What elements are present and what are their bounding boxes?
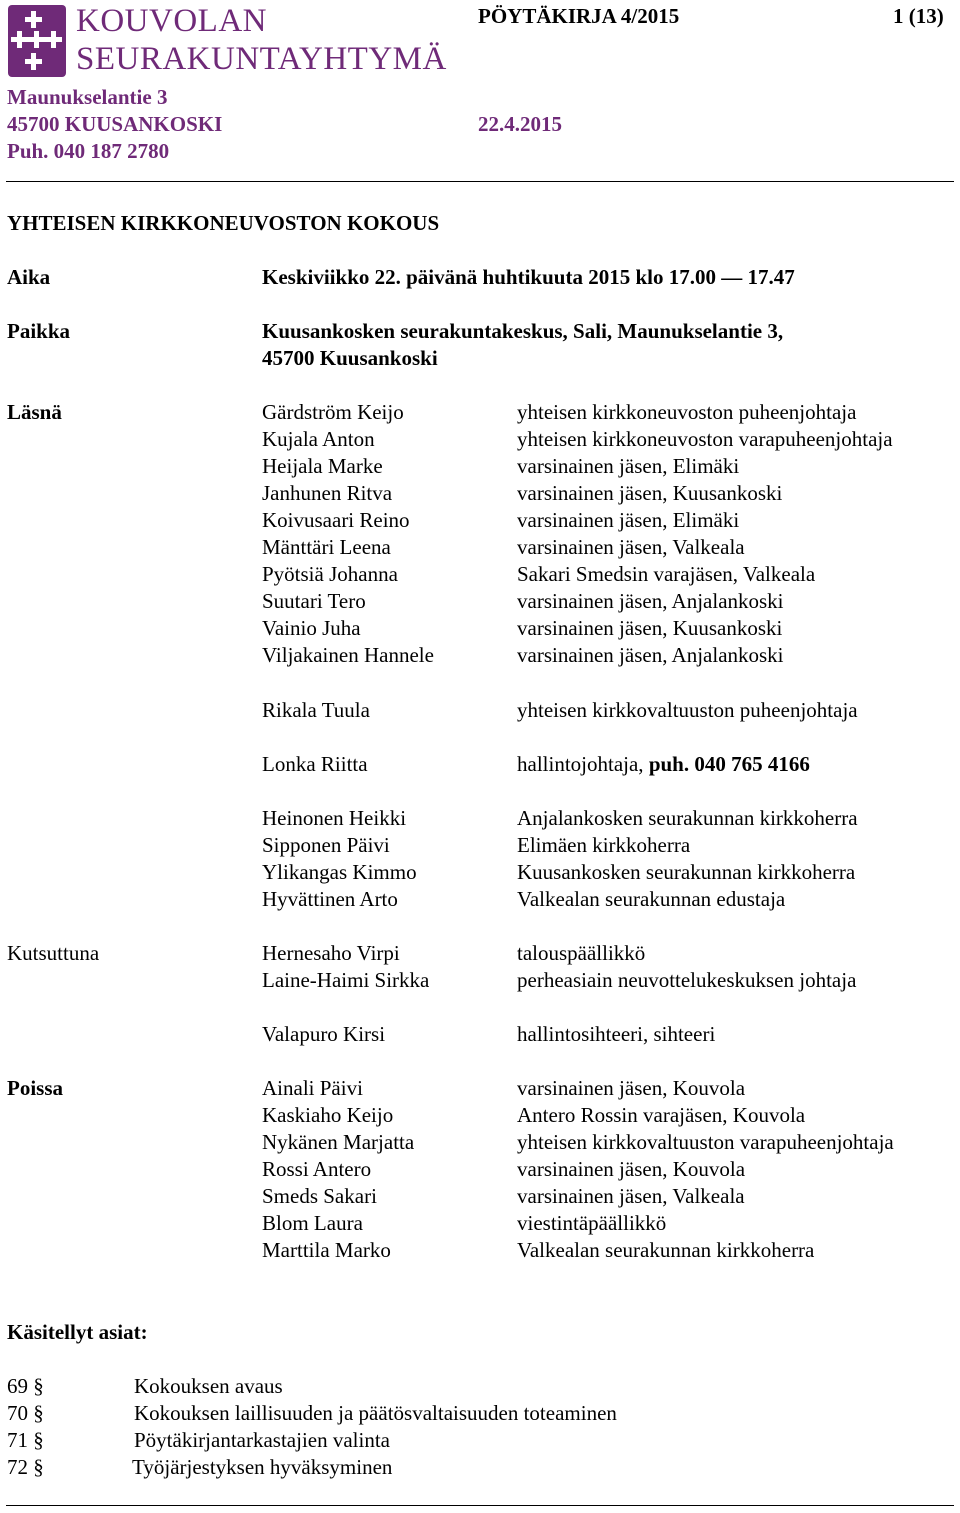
absent-label: Poissa [7,1076,64,1100]
list-item [0,564,960,591]
agenda-number: 69 § [7,1374,44,1398]
member-name: Ainali Päivi [262,1076,363,1100]
member-role: varsinainen jäsen, Kuusankoski [517,616,783,640]
logo-cross-icon [8,5,66,77]
document-date: 22.4.2015 [478,112,562,136]
list-item [0,402,960,429]
list-item [0,889,960,916]
agenda-title: Kokouksen avaus [134,1374,283,1398]
address-street: Maunukselantie 3 [7,85,168,109]
member-name: Kaskiaho Keijo [262,1103,394,1127]
agenda-title: Pöytäkirjantarkastajien valinta [134,1428,390,1452]
council-chair-role: yhteisen kirkkovaltuuston puheenjohtaja [517,698,858,722]
agenda-heading: Käsitellyt asiat: [7,1320,148,1344]
agenda-list [0,1376,960,1484]
member-role: varsinainen jäsen, Anjalankoski [517,643,784,667]
member-name: Koivusaari Reino [262,508,410,532]
member-role: varsinainen jäsen, Kuusankoski [517,481,783,505]
member-name: Heinonen Heikki [262,806,407,830]
member-role: yhteisen kirkkovaltuuston varapuheenjohtaja [517,1130,894,1154]
agenda-number: 71 § [7,1428,44,1452]
absent-list [0,1078,960,1267]
list-item [0,808,960,835]
address-city: 45700 KUUSANKOSKI [7,112,223,136]
member-name: Marttila Marko [262,1238,391,1262]
member-role: varsinainen jäsen, Valkeala [517,1184,745,1208]
time-label: Aika [7,265,51,289]
org-name-line2: SEURAKUNTAYHTYMÄ [76,41,447,77]
list-item [0,1403,960,1430]
member-role: talouspäällikkö [517,941,646,965]
secretary-name: Valapuro Kirsi [262,1022,386,1046]
secretary-role: hallintosihteeri, sihteeri [517,1022,716,1046]
list-item [0,510,960,537]
member-name: Kujala Anton [262,427,375,451]
member-name: Mänttäri Leena [262,535,391,559]
list-item [0,1376,960,1403]
member-name: Janhunen Ritva [262,481,393,505]
member-name: Pyötsiä Johanna [262,562,398,586]
list-item [0,862,960,889]
member-role: viestintäpäällikkö [517,1211,667,1235]
member-role: Anjalankosken seurakunnan kirkkoherra [517,806,858,830]
member-role: Antero Rossin varajäsen, Kouvola [517,1103,806,1127]
agenda-title: Kokouksen laillisuuden ja päätösvaltaisuuden toteaminen [134,1401,617,1425]
member-role: varsinainen jäsen, Elimäki [517,508,740,532]
member-role: varsinainen jäsen, Kouvola [517,1157,746,1181]
list-item [0,1186,960,1213]
member-name: Ylikangas Kimmo [262,860,417,884]
list-item [0,1078,960,1105]
admin-phone: puh. 040 765 4166 [648,752,810,776]
agenda-number: 72 § [7,1455,44,1479]
crosses-icon [8,5,66,77]
member-name: Hernesaho Virpi [262,941,400,965]
agenda-title: Työjärjestyksen hyväksyminen [132,1455,393,1479]
list-item [0,591,960,618]
member-role: Valkealan seurakunnan edustaja [517,887,786,911]
member-role: yhteisen kirkkoneuvoston puheenjohtaja [517,400,857,424]
member-name: Nykänen Marjatta [262,1130,415,1154]
list-item [0,618,960,645]
list-item [0,645,960,672]
document-title: PÖYTÄKIRJA 4/2015 [478,4,680,28]
list-item [0,970,960,997]
phone-number: Puh. 040 187 2780 [7,139,170,163]
list-item [0,1457,960,1484]
member-role: perheasiain neuvottelukeskuksen johtaja [517,968,857,992]
council-chair-name: Rikala Tuula [262,698,370,722]
member-name: Vainio Juha [262,616,361,640]
list-item [0,456,960,483]
list-item [0,1132,960,1159]
footer-divider [6,1505,954,1506]
admin-role: hallintojohtaja, [517,752,649,776]
invited-label: Kutsuttuna [7,941,100,965]
member-role: Kuusankosken seurakunnan kirkkoherra [517,860,856,884]
present-members-list [0,402,960,672]
member-name: Sipponen Päivi [262,833,390,857]
place-line2: 45700 Kuusankoski [262,346,438,370]
member-role: Sakari Smedsin varajäsen, Valkeala [517,562,816,586]
member-role: varsinainen jäsen, Kouvola [517,1076,746,1100]
place-label: Paikka [7,319,71,343]
agenda-number: 70 § [7,1401,44,1425]
list-item [0,483,960,510]
member-role: varsinainen jäsen, Elimäki [517,454,740,478]
admin-name: Lonka Riitta [262,752,368,776]
list-item [0,1430,960,1457]
member-name: Suutari Tero [262,589,366,613]
member-name: Viljakainen Hannele [262,643,434,667]
meeting-title: YHTEISEN KIRKKONEUVOSTON KOKOUS [7,211,440,235]
member-name: Hyvättinen Arto [262,887,398,911]
member-role: yhteisen kirkkoneuvoston varapuheenjohtaja [517,427,893,451]
member-name: Blom Laura [262,1211,363,1235]
invited-list [0,943,960,997]
member-name: Laine-Haimi Sirkka [262,968,430,992]
page-number: 1 (13) [893,4,944,28]
admin-role-line [517,754,810,775]
member-name: Gärdström Keijo [262,400,404,424]
member-name: Rossi Antero [262,1157,372,1181]
list-item [0,1105,960,1132]
list-item [0,1159,960,1186]
member-role: varsinainen jäsen, Anjalankoski [517,589,784,613]
list-item [0,429,960,456]
time-value: Keskiviikko 22. päivänä huhtikuuta 2015 klo 17.00 — 17.47 [262,265,795,289]
member-name: Heijala Marke [262,454,383,478]
list-item [0,537,960,564]
list-item [0,1213,960,1240]
present-label: Läsnä [7,400,62,424]
list-item [0,943,960,970]
header-divider [6,181,954,182]
member-name: Smeds Sakari [262,1184,377,1208]
place-line1: Kuusankosken seurakuntakeskus, Sali, Maunukselantie 3, [262,319,784,343]
org-name-line1: KOUVOLAN [76,3,267,39]
member-role: Elimäen kirkkoherra [517,833,691,857]
list-item [0,835,960,862]
member-role: Valkealan seurakunnan kirkkoherra [517,1238,815,1262]
member-role: varsinainen jäsen, Valkeala [517,535,745,559]
clergy-list [0,808,960,916]
list-item [0,1240,960,1267]
